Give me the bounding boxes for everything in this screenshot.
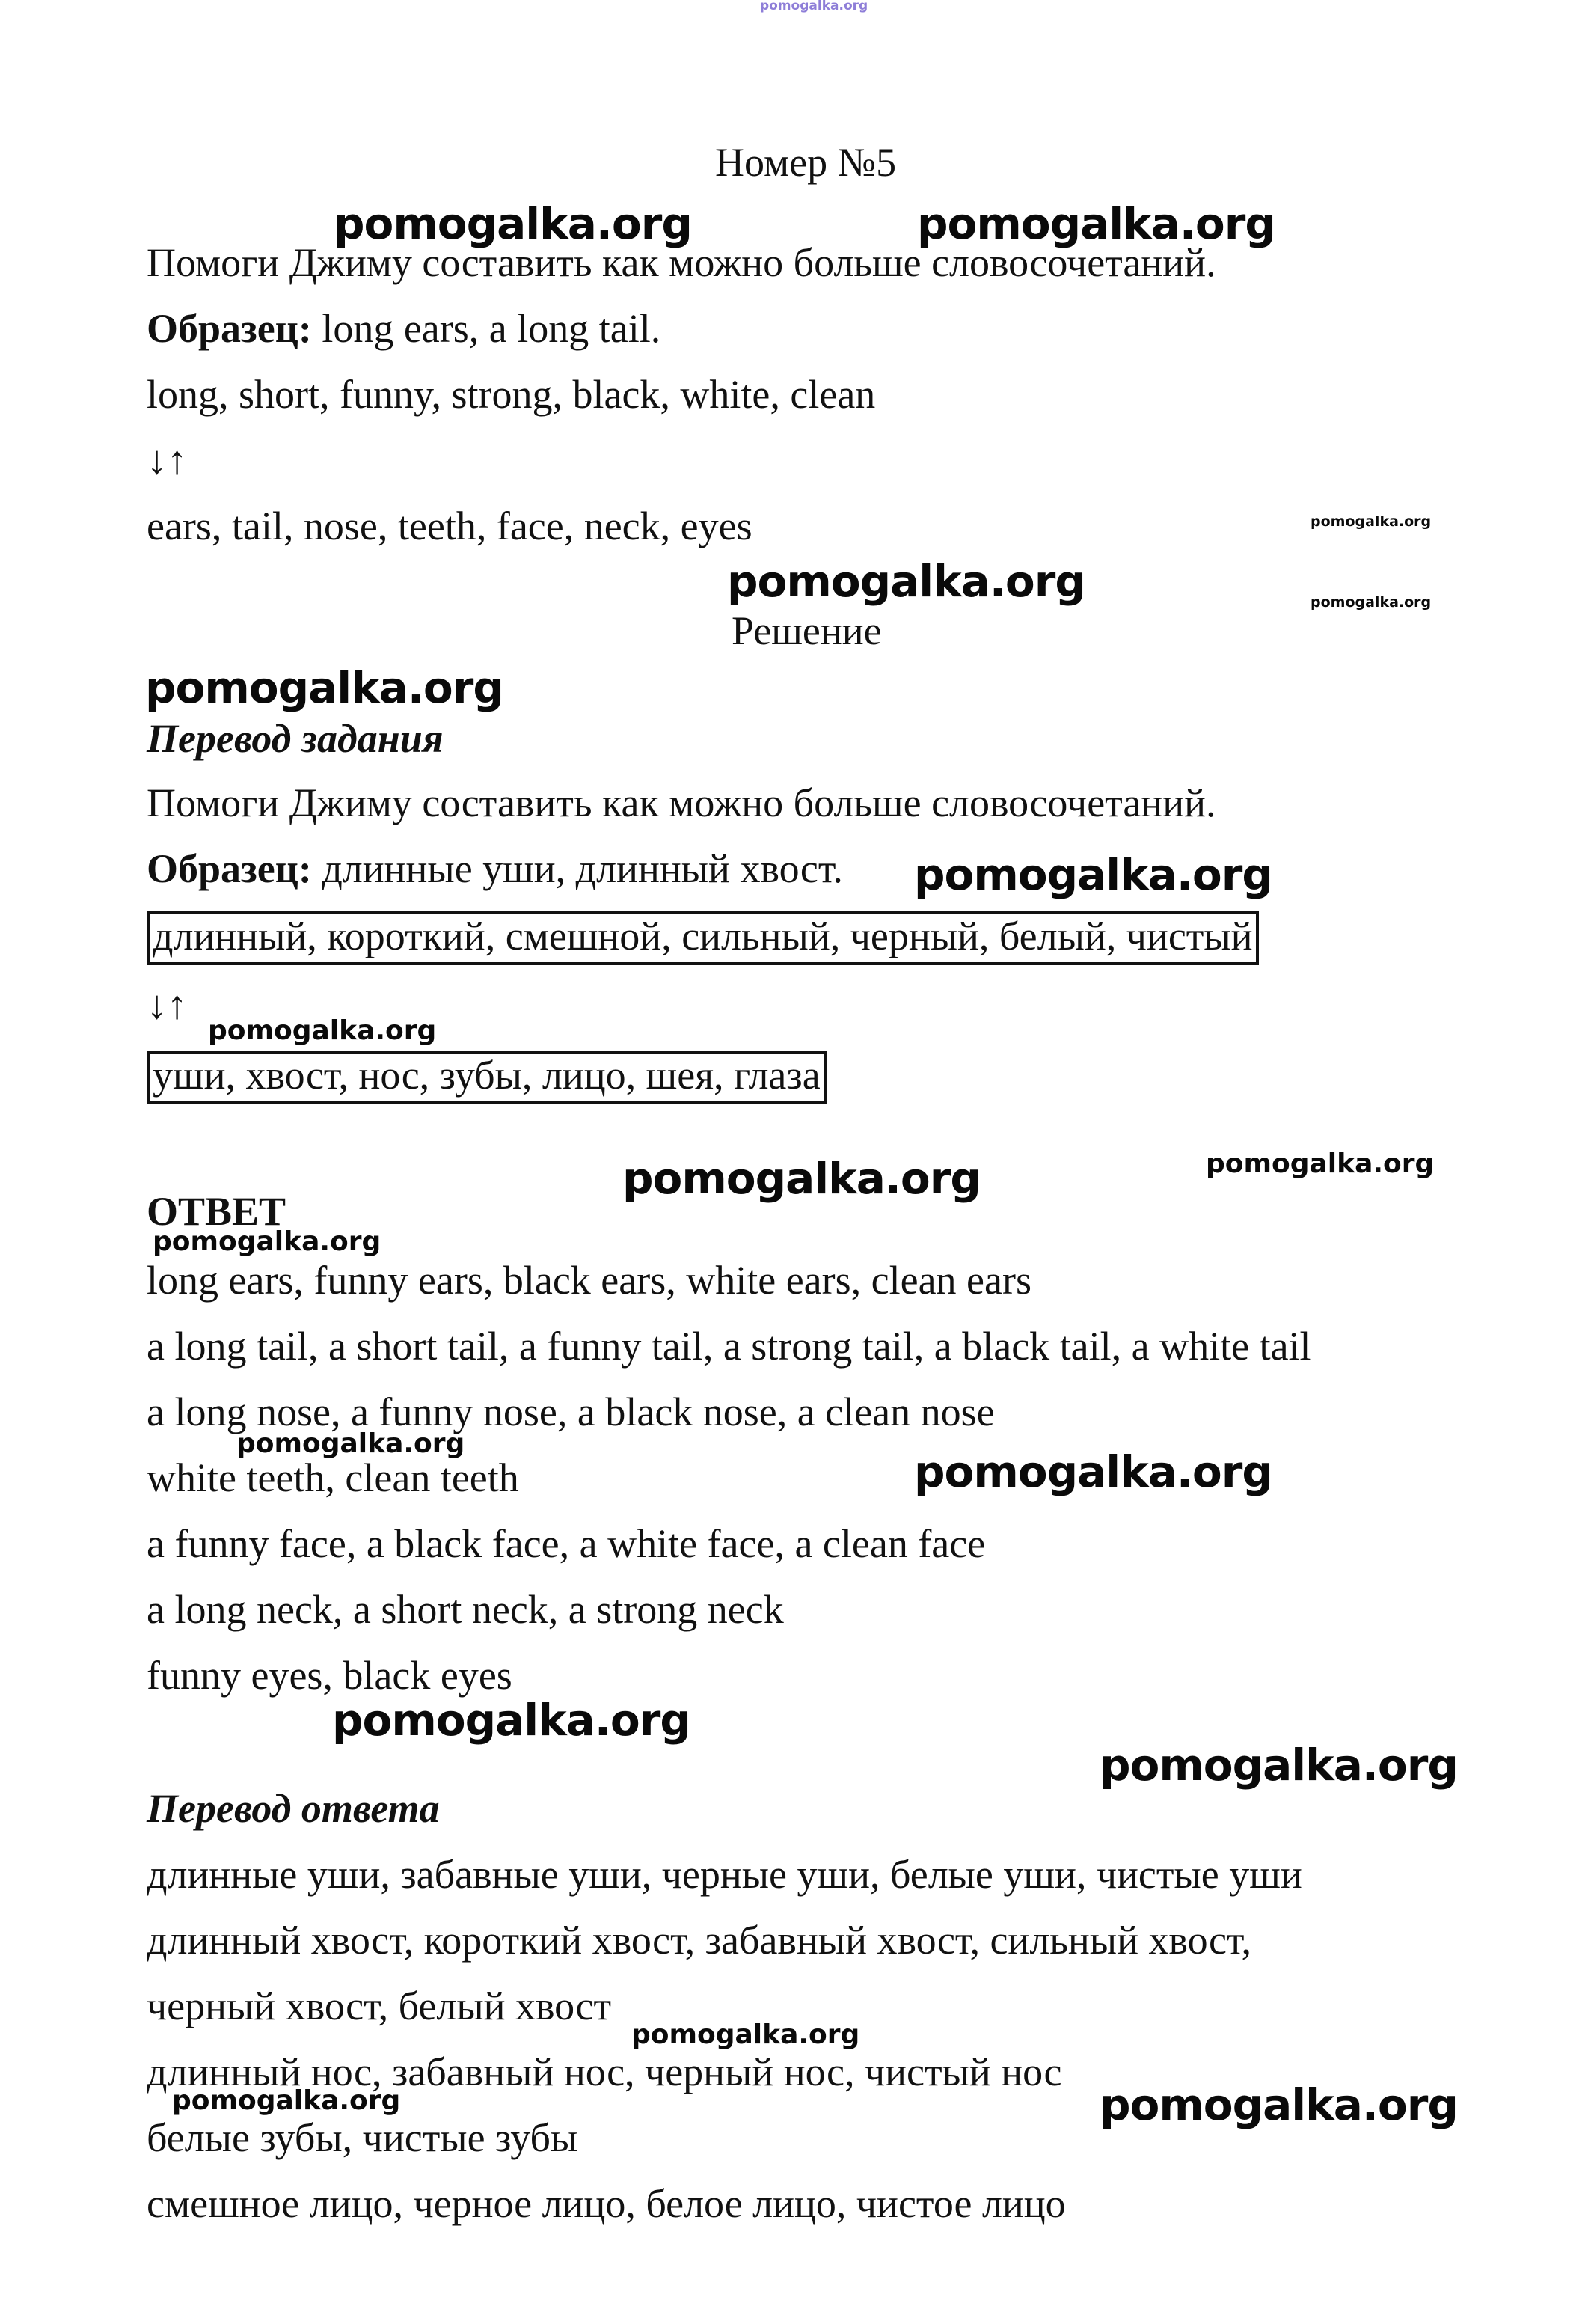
- example-text: long ears, a long tail.: [322, 306, 661, 351]
- answer-line: a funny face, a black face, a white face, a clean face: [147, 1521, 986, 1566]
- answer-translation-line: черный хвост, белый хвост: [147, 1984, 612, 2028]
- answer-line: funny eyes, black eyes: [147, 1653, 512, 1698]
- answer-line: a long neck, a short neck, a strong neck: [147, 1587, 784, 1632]
- translation-example-label: Образец:: [147, 846, 312, 891]
- answer-line: white teeth, clean teeth: [147, 1455, 519, 1500]
- task-arrows: ↓↑: [147, 438, 187, 483]
- watermark: pomogalka.org: [236, 1428, 465, 1459]
- answer-translation-line: длинный хвост, короткий хвост, забавный хвост, сильный хвост,: [147, 1918, 1251, 1963]
- watermark: pomogalka.org: [172, 2085, 401, 2116]
- watermark: pomogalka.org: [917, 198, 1275, 249]
- page-title: Номер №5: [715, 140, 897, 185]
- watermark: pomogalka.org: [622, 1153, 981, 1204]
- watermark: pomogalka.org: [727, 556, 1085, 607]
- watermark: pomogalka.org: [1100, 1740, 1458, 1791]
- watermark: pomogalka.org: [1206, 1149, 1435, 1179]
- watermark: pomogalka.org: [631, 2019, 860, 2050]
- example-label: Образец:: [147, 306, 312, 351]
- answer-translation-line: длинный нос, забавный нос, черный нос, чистый нос: [147, 2049, 1062, 2094]
- answer-translation-line: смешное лицо, черное лицо, белое лицо, чистое лицо: [147, 2181, 1066, 2226]
- answer-line: a long tail, a short tail, a funny tail, a strong tail, a black tail, a white tail: [147, 1324, 1311, 1369]
- translation-adjectives-box: длинный, короткий, смешной, сильный, черный, белый, чистый: [147, 911, 1259, 965]
- answer-translation-line: длинные уши, забавные уши, черные уши, белые уши, чистые уши: [147, 1852, 1302, 1897]
- task-example: [147, 308, 660, 349]
- watermark: pomogalka.org: [334, 198, 692, 249]
- answer-heading: ОТВЕТ: [147, 1189, 286, 1234]
- watermark: pomogalka.org: [332, 1695, 690, 1746]
- task-nouns: ears, tail, nose, teeth, face, neck, eyes: [147, 504, 752, 548]
- answer-translation-line: белые зубы, чистые зубы: [147, 2115, 578, 2160]
- task-adjectives: long, short, funny, strong, black, white, clean: [147, 372, 876, 417]
- watermark: pomogalka.org: [1100, 2079, 1458, 2130]
- watermark: pomogalka.org: [1311, 594, 1432, 611]
- translation-heading: Перевод задания: [147, 716, 444, 761]
- answer-translation-heading: Перевод ответа: [147, 1786, 440, 1831]
- solution-heading: Решение: [732, 608, 882, 653]
- answer-line: a long nose, a funny nose, a black nose, a clean nose: [147, 1389, 995, 1434]
- watermark: pomogalka.org: [1311, 513, 1432, 530]
- translation-arrows: ↓↑: [147, 982, 187, 1027]
- watermark: pomogalka.org: [145, 662, 503, 713]
- source-label: pomogalka.org: [760, 0, 868, 13]
- task-instruction: Помоги Джиму составить как можно больше словосочетаний.: [147, 240, 1216, 285]
- translation-example-text: длинные уши, длинный хвост.: [322, 846, 843, 891]
- translation-example: [147, 848, 843, 889]
- answer-line: long ears, funny ears, black ears, white ears, clean ears: [147, 1258, 1031, 1303]
- translation-instruction: Помоги Джиму составить как можно больше словосочетаний.: [147, 780, 1216, 825]
- watermark: pomogalka.org: [914, 1446, 1272, 1497]
- watermark: pomogalka.org: [914, 849, 1272, 900]
- watermark: pomogalka.org: [208, 1015, 437, 1046]
- watermark: pomogalka.org: [153, 1226, 381, 1257]
- translation-nouns-box: уши, хвост, нос, зубы, лицо, шея, глаза: [147, 1051, 827, 1104]
